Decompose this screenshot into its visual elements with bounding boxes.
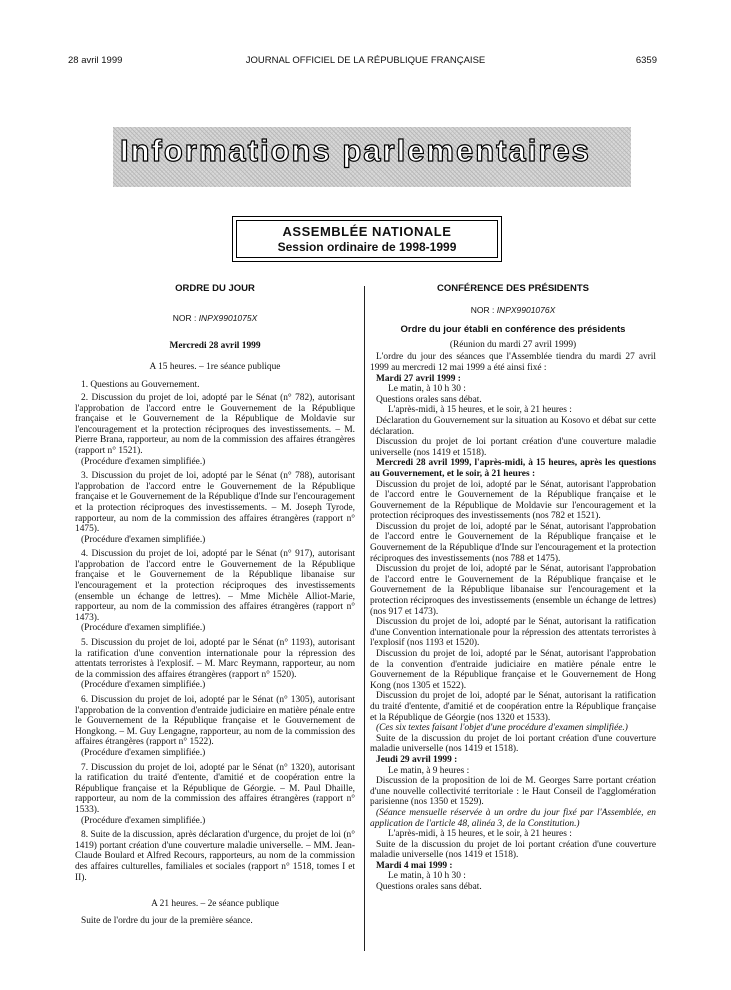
header-journal-title: JOURNAL OFFICIEL DE LA RÉPUBLIQUE FRANÇAISE: [245, 55, 486, 66]
assembly-title-box: [232, 216, 502, 262]
right-day-heading: Jeudi 29 avril 1999 :: [376, 754, 458, 765]
right-text: Discussion du projet de loi, adopté par le Sénat, autorisant la ratification d'une Convention internationale pour la répression des attentats terroristes à l'explosif (nos 1193 et 1520).: [370, 617, 656, 649]
page-header: [0, 55, 731, 69]
right-text: Discussion du projet de loi, adopté par le Sénat, autorisant l'approbation de l'accord entre le Gouvernement de la République française et le Gouvernement de la République libanaise sur l'encouragement et la protection réciproques des investissements (ensemble un échange de lettres) (nos 917 et 1473).: [370, 564, 656, 617]
right-text: Suite de la discussion du projet de loi portant création d'une couverture maladie universelle (nos 1419 et 1518).: [370, 733, 656, 755]
right-time: Le matin, à 9 heures :: [388, 765, 470, 776]
left-item-procedure: (Procédure d'examen simplifiée.): [81, 623, 206, 634]
right-text: Discussion du projet de loi portant création d'une couverture maladie universelle (nos 1419 et 1518).: [370, 437, 656, 458]
left-column-ordre-du-jour: [75, 284, 355, 926]
right-column-conference: [370, 284, 656, 893]
right-text: Discussion du projet de loi, adopté par le Sénat, autorisant la ratification du traité d'entente, d'amitié et de coopération entre la République française et la République de Géorgie (nos 1320 et 1533).: [370, 691, 656, 723]
right-text: Discussion du projet de loi, adopté par le Sénat, autorisant l'approbation de l'accord entre le Gouvernement de la République française et le Gouvernement de la République de Moldavie sur l'encouragement et la protection réciproques des investissements (nos 782 et 1521).: [370, 479, 656, 522]
right-time: Le matin, à 10 h 30 :: [388, 871, 466, 882]
left-item: 6. Discussion du projet de loi, adopté par le Sénat (n° 1305), autorisant l'approbation de la convention d'entraide judiciaire en matière pénale entre le Gouvernement de la République française et le Gouvernement de Hongkong. – M. Guy Lengagne, rapporteur, au nom de la commission des affaires étrangères (rapport n° 1522).: [75, 695, 355, 748]
left-session2-text: Suite de l'ordre du jour de la première séance.: [81, 915, 253, 926]
right-day-heading: Mardi 27 avril 1999 :: [376, 373, 461, 384]
right-meeting: (Réunion du mardi 27 avril 1999): [449, 339, 577, 350]
header-page-number: 6359: [635, 55, 657, 66]
right-day-heading: Mardi 4 mai 1999 :: [376, 860, 453, 871]
right-text: Suite de la discussion du projet de loi portant création d'une couverture maladie universelle (nos 1419 et 1518).: [370, 839, 656, 861]
right-time: L'après-midi, à 15 heures, et le soir, à 21 heures :: [388, 405, 572, 416]
right-text: Déclaration du Gouvernement sur la situation au Kosovo et débat sur cette déclaration.: [370, 415, 656, 437]
header-date: 28 avril 1999: [68, 55, 123, 66]
banner-title: Informations parlementaires: [120, 133, 591, 168]
left-item: 7. Discussion du projet de loi, adopté par le Sénat (n° 1320), autorisant la ratification du traité d'entente, d'amitié et de coopération entre la République française et la République de Géorgie. – M. Paul Dhaille, rapporteur, au nom de la commission des affaires étrangères (rapport n° 1533).: [75, 762, 355, 815]
assembly-name: ASSEMBLÉE NATIONALE: [282, 224, 452, 239]
left-session1-time: A 15 heures. – 1re séance publique: [149, 361, 281, 372]
right-heading: CONFÉRENCE DES PRÉSIDENTS: [436, 283, 590, 294]
left-item: 8. Suite de la discussion, après déclaration d'urgence, du projet de loi (n° 1419) portant création d'une couverture maladie universelle. – MM. Jean-Claude Boulard et Alfred Recours, rapporteurs, au nom de la commission des affaires culturelles, familiales et sociales (rapport n° 1518, tomes I et II).: [75, 830, 355, 883]
left-item-procedure: (Procédure d'examen simplifiée.): [81, 456, 206, 467]
right-day-heading: Mercredi 28 avril 1999, l'après-midi, à 15 heures, après les questions au Gouvernement, et le soir, à 21 heures :: [370, 458, 656, 479]
right-text: Questions orales sans débat.: [376, 882, 482, 893]
left-item: 4. Discussion du projet de loi, adopté par le Sénat (n° 917), autorisant l'approbation de l'accord entre le Gouvernement de la République française et le Gouvernement de la République libanaise sur l'encouragement et la protection réciproques des investissements (ensemble un échange de lettres). – Mme Michèle Alliot-Marie, rapporteur, au nom de la commission des affaires étrangères (rapport n° 1473).: [75, 549, 355, 623]
right-nor: NOR : INPX9901076X: [470, 304, 556, 315]
left-date: Mercredi 28 avril 1999: [169, 341, 261, 352]
left-nor: NOR : INPX9901075X: [172, 312, 258, 323]
left-item-procedure: (Procédure d'examen simplifiée.): [81, 747, 206, 758]
right-text: Discussion du projet de loi, adopté par le Sénat, autorisant l'approbation de l'accord entre le Gouvernement de la République française et le Gouvernement de la République d'Inde sur l'encouragement et la protection réciproques des investissements (nos 788 et 1475).: [370, 521, 656, 564]
left-item: 2. Discussion du projet de loi, adopté par le Sénat (n° 782), autorisant l'approbation de l'accord entre le Gouvernement de la République française et le Gouvernement de la République de Moldavie sur l'encouragement et la protection réciproques des investissements. – M. Pierre Brana, rapporteur, au nom de la commission des affaires étrangères (rapport n° 1521).: [75, 392, 355, 456]
session-name: Session ordinaire de 1998-1999: [277, 240, 457, 254]
right-note: (Ces six textes faisant l'objet d'une procédure d'examen simplifiée.): [376, 723, 628, 734]
left-item-procedure: (Procédure d'examen simplifiée.): [81, 680, 206, 691]
left-item: 5. Discussion du projet de loi, adopté par le Sénat (n° 1193), autorisant la ratification d'une convention internationale pour la répression des attentats terroristes à l'explosif. – M. Marc Reymann, rapporteur, au nom de la commission des affaires étrangères (rapport n° 1520).: [75, 638, 355, 680]
right-time: L'après-midi, à 15 heures, et le soir, à 21 heures :: [388, 829, 572, 840]
right-intro: L'ordre du jour des séances que l'Assemblée tiendra du mardi 27 avril 1999 au mercredi 12 mai 1999 a été ainsi fixé :: [370, 352, 656, 373]
left-item: 3. Discussion du projet de loi, adopté par le Sénat (n° 788), autorisant l'approbation de l'accord entre le Gouvernement de la République française et le Gouvernement de la République d'Inde sur l'encouragement et la protection réciproques des investissements. – M. Joseph Tyrode, rapporteur, au nom de la commission des affaires étrangères (rapport n° 1475).: [75, 471, 355, 535]
column-divider: [364, 286, 365, 951]
right-text: Discussion de la proposition de loi de M. Georges Sarre portant création d'une nouvelle collectivité territoriale : le Haut Conseil de l'agglomération parisienne (nos 1350 et 1529).: [370, 776, 656, 808]
left-item-procedure: (Procédure d'examen simplifiée.): [81, 534, 206, 545]
right-subheading: Ordre du jour établi en conférence des présidents: [400, 324, 626, 336]
left-heading: ORDRE DU JOUR: [175, 283, 255, 294]
left-session2-time: A 21 heures. – 2e séance publique: [151, 899, 279, 910]
left-item-procedure: (Procédure d'examen simplifiée.): [81, 815, 206, 826]
right-text: Discussion du projet de loi, adopté par le Sénat, autorisant l'approbation de la convention d'entraide judiciaire en matière pénale entre le Gouvernement de la République française et le Gouvernement de Hong Kong (nos 1305 et 1522).: [370, 649, 656, 691]
right-time: Le matin, à 10 h 30 :: [388, 384, 466, 395]
right-text: Questions orales sans débat.: [376, 394, 482, 405]
left-item: 1. Questions au Gouvernement.: [81, 380, 200, 391]
right-note: (Séance mensuelle réservée à un ordre du jour fixé par l'Assemblée, en application de l'article 48, alinéa 3, de la Constitution.): [370, 807, 656, 829]
